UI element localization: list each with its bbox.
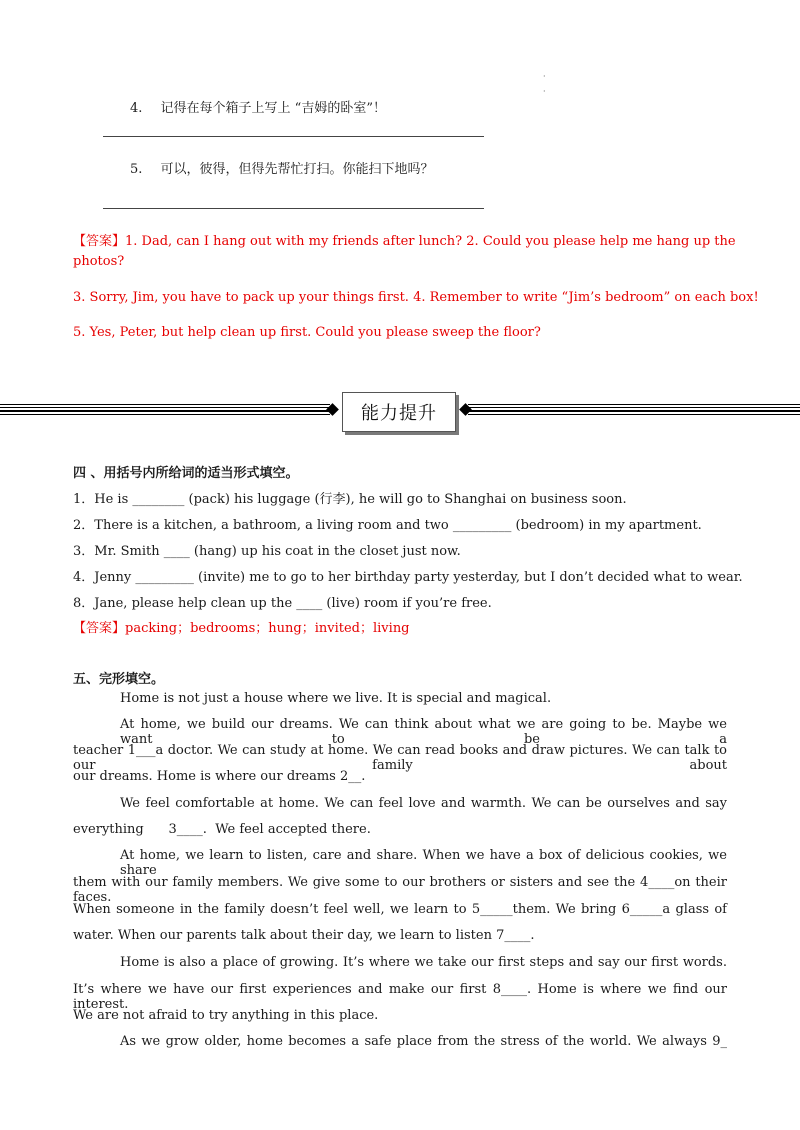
item-number: 5.: [130, 162, 143, 177]
passage-line: It’s where we have our first experiences and make our first 8____. Home is where we find our interest.: [73, 982, 727, 1012]
exercise-item-3: 3．Mr. Smith ____ (hang) up his coat in the closet just now.: [73, 544, 461, 559]
stray-mark: ·: [543, 87, 546, 96]
passage-line: everything 3____. We feel accepted there.: [73, 822, 371, 837]
exercise-item-4: 4．Jenny _________ (invite) me to go to her birthday party yesterday, but I don’t decided what to wear.: [73, 570, 743, 585]
section-banner: [342, 392, 456, 432]
item-number: 4.: [130, 101, 143, 116]
translation-item-5: [130, 158, 434, 177]
passage-line: our dreams. Home is where our dreams 2__.: [73, 769, 366, 784]
passage-line: When someone in the family doesn’t feel well, we learn to 5_____them. We bring 6_____a glass of: [73, 902, 727, 917]
item-text: 可以，彼得，但得先帮忙打扫。你能扫下地吗？: [160, 162, 434, 177]
answer-line-4: 5. Yes, Peter, but help clean up first. Could you please sweep the floor?: [73, 325, 541, 340]
section-4-answer: 【答案】packing；bedrooms；hung；invited；living: [73, 621, 410, 636]
answer-writing-line: [103, 208, 484, 209]
stray-mark: ·: [543, 72, 546, 81]
banner-rule-left: [0, 404, 330, 418]
exercise-item-2: 2．There is a kitchen, a bathroom, a living room and two _________ (bedroom) in my apartment.: [73, 518, 702, 533]
exercise-item-1: 1．He is ________ (pack) his luggage (行李), he will go to Shanghai on business soon.: [73, 492, 627, 507]
passage-line: We feel comfortable at home. We can feel love and warmth. We can be ourselves and say: [120, 796, 727, 811]
passage-line: At home, we build our dreams. We can think about what we are going to be. Maybe we want to be a: [120, 717, 727, 747]
item-text: 记得在每个箱子上写上 “吉姆的卧室”！: [160, 101, 386, 116]
answer-writing-line: [103, 136, 484, 137]
passage-line: At home, we learn to listen, care and share. When we have a box of delicious cookies, we share: [120, 848, 727, 878]
passage-line: them with our family members. We give some to our brothers or sisters and see the 4____on their faces.: [73, 875, 727, 905]
exercise-item-8: 8．Jane, please help clean up the ____ (live) room if you’re free.: [73, 596, 492, 611]
answer-line-1: 【答案】1. Dad, can I hang out with my friends after lunch? 2. Could you please help me hang up the: [73, 234, 736, 249]
translation-item-4: [130, 97, 386, 116]
answer-line-2: photos?: [73, 254, 125, 269]
passage-line: As we grow older, home becomes a safe place from the stress of the world. We always 9_: [120, 1034, 727, 1049]
passage-line: We are not afraid to try anything in this place.: [73, 1008, 379, 1023]
banner-title: 能力提升: [361, 403, 437, 424]
passage-line: Home is not just a house where we live. It is special and magical.: [120, 691, 552, 706]
banner-rule-right: [468, 404, 800, 418]
section-4-heading: 四 、用括号内所给词的适当形式填空。: [73, 466, 299, 481]
passage-line: teacher 1___a doctor. We can study at home. We can read books and draw pictures. We can talk to our family about: [73, 743, 727, 773]
passage-line: water. When our parents talk about their day, we learn to listen 7____.: [73, 928, 535, 943]
answer-line-3: 3. Sorry, Jim, you have to pack up your things first. 4. Remember to write “Jim’s bedroom” on each box!: [73, 290, 759, 305]
passage-line: Home is also a place of growing. It’s where we take our first steps and say our first words.: [120, 955, 727, 970]
section-5-heading: 五、完形填空。: [73, 672, 165, 687]
